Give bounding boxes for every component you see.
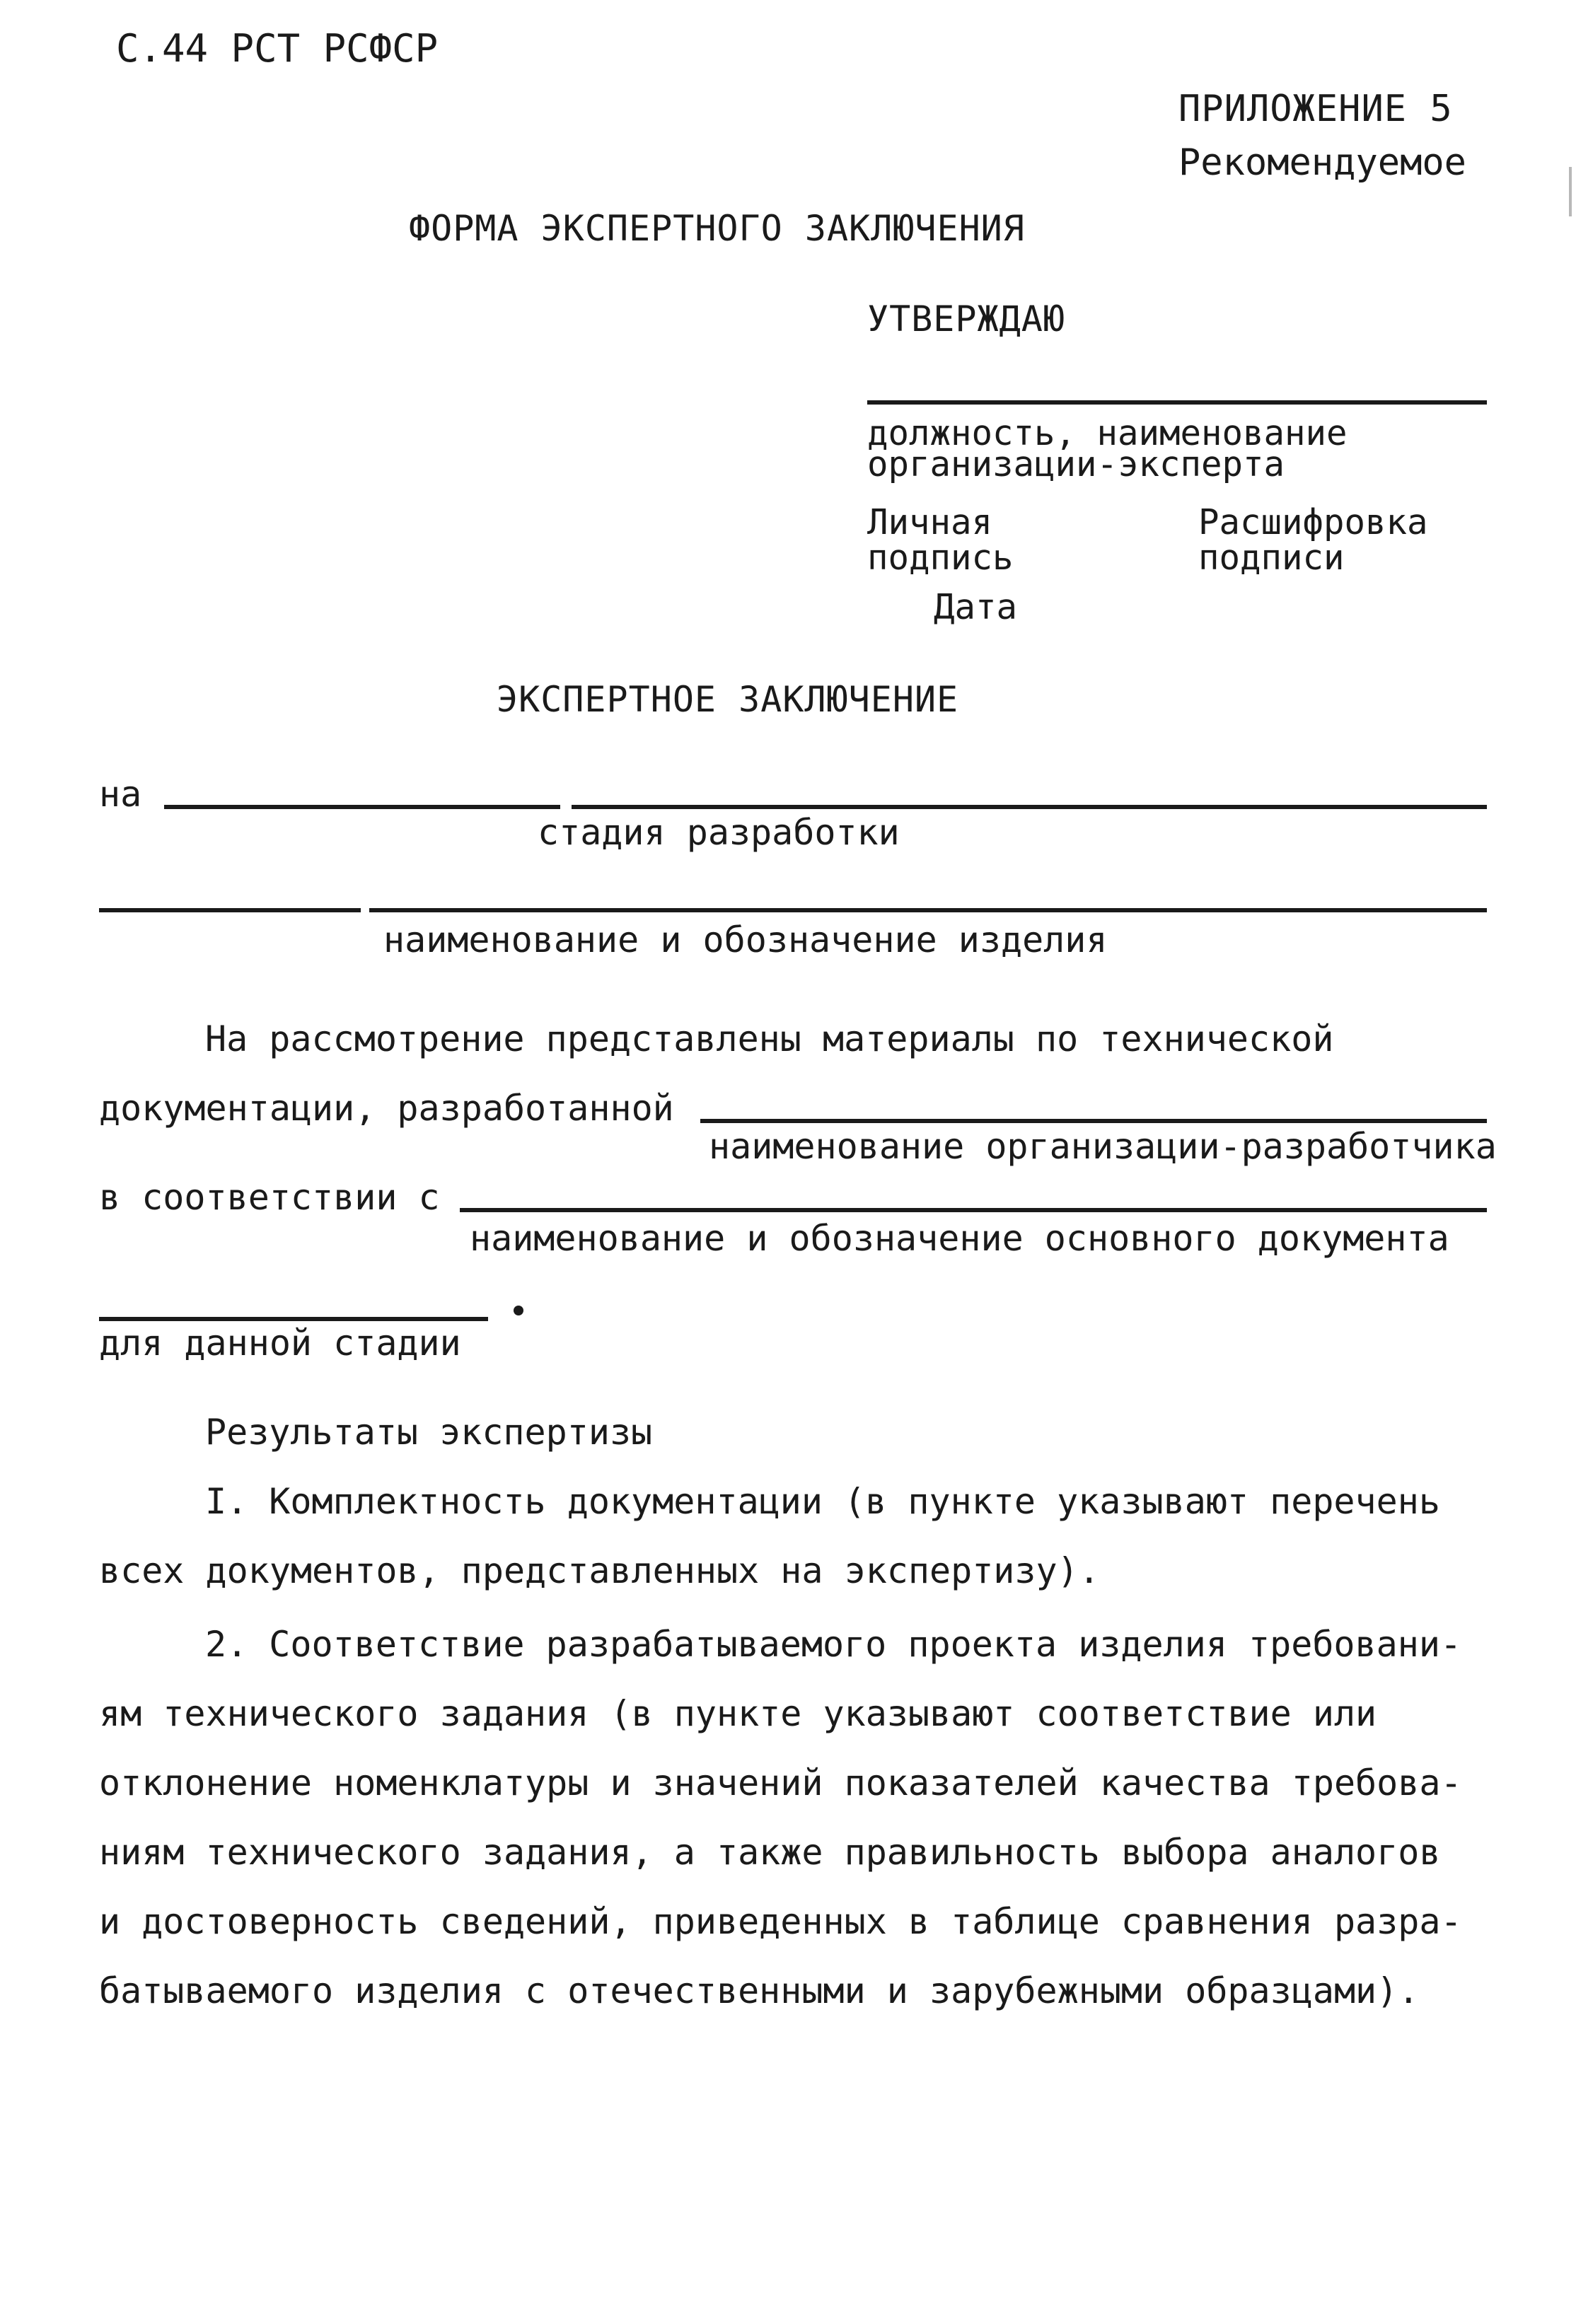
page-reference: С.44 РСТ РСФСР bbox=[116, 26, 439, 71]
paragraph-2-line-6: батываемого изделия с отечественными и зарубежными образцами). bbox=[99, 1970, 1420, 2011]
form-title: ФОРМА ЭКСПЕРТНОГО ЗАКЛЮЧЕНИЯ bbox=[409, 208, 1025, 249]
paragraph-2-line-3: отклонение номенклатуры и значений показателей качества требова- bbox=[99, 1762, 1462, 1803]
decode-caption-1: Расшифровка bbox=[1198, 502, 1428, 542]
stage-caption: стадия разработки bbox=[538, 812, 900, 853]
position-line bbox=[867, 400, 1487, 405]
stage-document-line bbox=[99, 1317, 488, 1321]
signature-caption-1: Личная bbox=[867, 502, 993, 542]
developer-caption: наименование организации-разработчика bbox=[709, 1126, 1497, 1167]
paragraph-2-line-2: ям технического задания (в пункте указывают соответствие или bbox=[99, 1693, 1377, 1734]
scan-edge-mark bbox=[1569, 167, 1572, 216]
accordance-label: в соответствии с bbox=[99, 1177, 440, 1218]
paragraph-1-line-2: всех документов, представленных на экспертизу). bbox=[99, 1550, 1100, 1591]
paragraph-2-line-1: 2. Соответствие разрабатываемого проекта изделия требовани- bbox=[205, 1624, 1462, 1665]
intro-line-2: документации, разработанной bbox=[99, 1088, 674, 1129]
product-line-left bbox=[99, 908, 361, 912]
results-heading: Результаты экспертизы bbox=[205, 1412, 653, 1453]
developer-line bbox=[700, 1119, 1487, 1123]
product-caption: наименование и обозначение изделия bbox=[383, 919, 1108, 960]
stage-line-right bbox=[572, 805, 1487, 809]
position-caption-1: должность, наименование bbox=[867, 413, 1348, 453]
appendix-label: ПРИЛОЖЕНИЕ 5 bbox=[1178, 88, 1453, 130]
paragraph-1-line-1: I. Комплектность документации (в пункте указывают перечень bbox=[205, 1481, 1440, 1522]
approve-label: УТВЕРЖДАЮ bbox=[867, 298, 1065, 339]
stage-document-caption: для данной стадии bbox=[99, 1323, 461, 1364]
paragraph-2-line-4: ниям технического задания, а также правильность выбора аналогов bbox=[99, 1832, 1441, 1873]
main-document-caption: наименование и обозначение основного документа bbox=[470, 1218, 1449, 1259]
decode-caption-2: подписи bbox=[1198, 538, 1345, 578]
position-caption-2: организации-эксперта bbox=[867, 444, 1285, 484]
product-line-right bbox=[369, 908, 1487, 912]
signature-caption-2: подпись bbox=[867, 538, 1014, 578]
main-document-line bbox=[460, 1208, 1487, 1212]
period-mark bbox=[514, 1306, 523, 1315]
date-caption: Дата bbox=[934, 587, 1018, 627]
document-title: ЭКСПЕРТНОЕ ЗАКЛЮЧЕНИЕ bbox=[497, 679, 959, 720]
paragraph-2-line-5: и достоверность сведений, приведенных в таблице сравнения разра- bbox=[99, 1901, 1462, 1942]
on-label: на bbox=[99, 774, 142, 815]
intro-line-1: На рассмотрение представлены материалы по технической bbox=[205, 1018, 1334, 1059]
recommended-label: Рекомендуемое bbox=[1178, 141, 1466, 184]
stage-line-left bbox=[164, 805, 560, 809]
